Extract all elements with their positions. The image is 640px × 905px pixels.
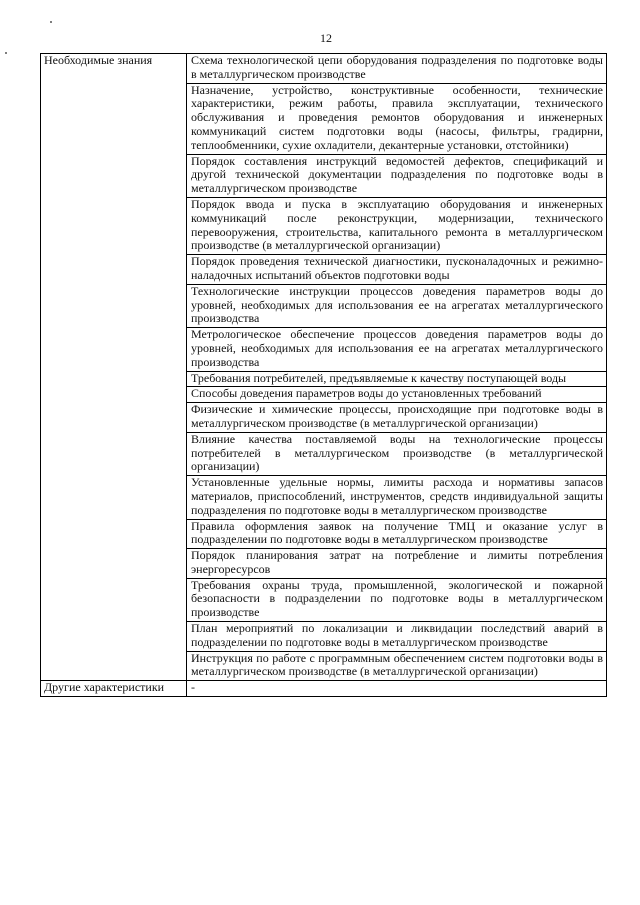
knowledge-item: Технологические инструкции процессов доведения параметров воды до уровней, необходимых для использования ее на агрегатах металлургического производства bbox=[187, 284, 607, 327]
knowledge-item: Инструкция по работе с программным обеспечением систем подготовки воды в металлургическом производстве (в металлургической организации) bbox=[187, 651, 607, 681]
knowledge-item: Порядок составления инструкций ведомостей дефектов, спецификаций и другой технической документации подразделения по подготовке воды в металлургическом производстве bbox=[187, 154, 607, 197]
knowledge-item: Назначение, устройство, конструктивные особенности, технические характеристики, режим работы, правила эксплуатации, технического обслуживания и проведения ремонтов оборудования и инженерных коммуникаций систем подготовки воды (насосы, фильтры, градирни, теплообменники, сухие охладители, декантерные установки, отстойники) bbox=[187, 83, 607, 154]
other-label: Другие характеристики bbox=[41, 681, 187, 697]
knowledge-item: Порядок ввода и пуска в эксплуатацию оборудования и инженерных коммуникаций после реконструкции, модернизации, технического перевооружения, строительства, капитального ремонта в металлургическом производстве (в металлургической организации) bbox=[187, 197, 607, 254]
knowledge-item: Правила оформления заявок на получение ТМЦ и оказание услуг в подразделении по подготовке воды в металлургическом производстве bbox=[187, 519, 607, 549]
knowledge-item: Установленные удельные нормы, лимиты расхода и нормативы запасов материалов, приспособлений, инструментов, средств индивидуальной защиты подразделения по подготовке воды в металлургическом производстве bbox=[187, 476, 607, 519]
knowledge-item: Порядок проведения технической диагностики, пусконаладочных и режимно-наладочных испытаний объектов подготовки воды bbox=[187, 255, 607, 285]
knowledge-item: Требования охраны труда, промышленной, экологической и пожарной безопасности в подразделении по подготовке воды в металлургическом производстве bbox=[187, 578, 607, 621]
scan-speck bbox=[50, 21, 52, 23]
knowledge-item: Требования потребителей, предъявляемые к качеству поступающей воды bbox=[187, 371, 607, 387]
knowledge-item: Метрологическое обеспечение процессов доведения параметров воды до уровней, необходимых для использования ее на агрегатах металлургического производства bbox=[187, 328, 607, 371]
other-value: - bbox=[187, 681, 607, 697]
knowledge-table bbox=[40, 53, 607, 697]
table-row bbox=[41, 54, 607, 84]
page-number: 12 bbox=[320, 31, 332, 45]
table-row bbox=[41, 681, 607, 697]
knowledge-item: Порядок планирования затрат на потребление и лимиты потребления энергоресурсов bbox=[187, 549, 607, 579]
knowledge-item: Способы доведения параметров воды до установленных требований bbox=[187, 387, 607, 403]
scan-speck bbox=[5, 52, 7, 54]
knowledge-item: План мероприятий по локализации и ликвидации последствий аварий в подразделении по подготовке воды в металлургическом производстве bbox=[187, 622, 607, 652]
knowledge-item: Влияние качества поставляемой воды на технологические процессы потребителей в металлургическом производстве (в металлургической организации) bbox=[187, 432, 607, 475]
knowledge-label: Необходимые знания bbox=[41, 54, 187, 681]
knowledge-item: Схема технологической цепи оборудования подразделения по подготовке воды в металлургическом производстве bbox=[187, 54, 607, 84]
knowledge-item: Физические и химические процессы, происходящие при подготовке воды в металлургическом производстве (в металлургической организации) bbox=[187, 403, 607, 433]
